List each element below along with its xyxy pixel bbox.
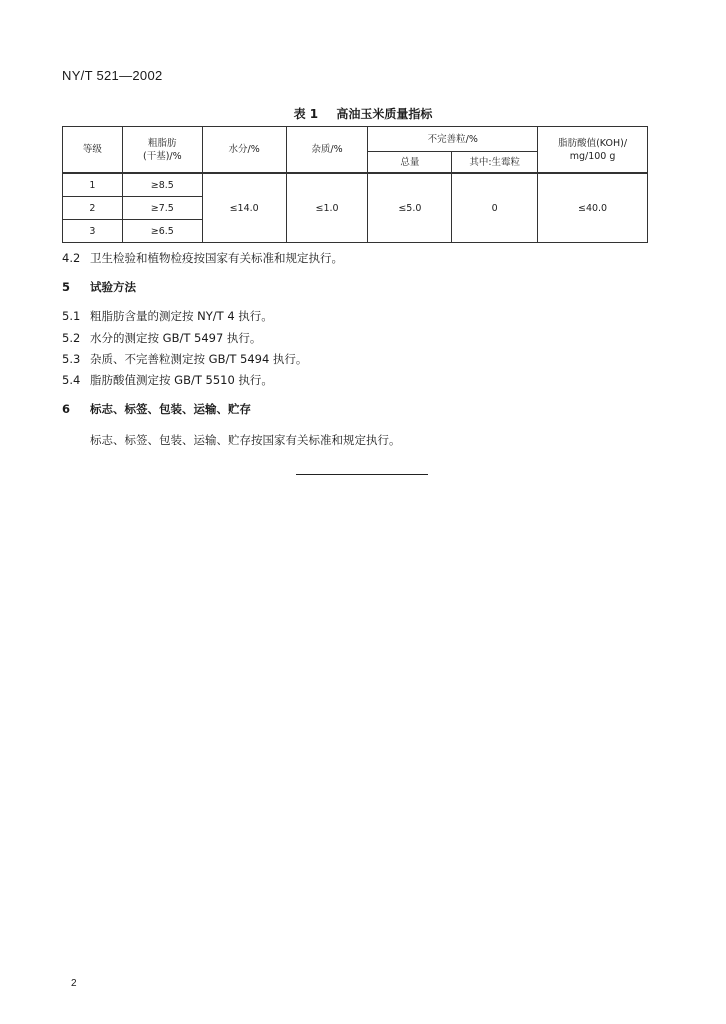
section-5-heading — [62, 279, 136, 295]
section-number: 6 — [62, 402, 71, 416]
clause-text: 粗脂肪含量的测定按 NY/T 4 执行。 — [90, 309, 273, 323]
clause-5-1 — [62, 308, 273, 324]
end-rule — [296, 474, 428, 475]
header-moisture: 水分/% — [202, 127, 286, 174]
header-impurity: 杂质/% — [286, 127, 368, 174]
cell-fat: ≥8.5 — [122, 173, 202, 197]
header-crude-fat — [122, 127, 202, 174]
clause-5-4 — [62, 372, 273, 388]
header-acid-line2: mg/100 g — [569, 150, 616, 162]
header-crude-fat-line2: (干基)/% — [142, 150, 182, 162]
clause-4-2 — [62, 250, 343, 266]
clause-text: 卫生检验和植物检疫按国家有关标准和规定执行。 — [90, 251, 343, 265]
cell-imperfect-total: ≤5.0 — [368, 173, 452, 243]
cell-imperfect-mold: 0 — [452, 173, 538, 243]
table-number: 表 1 — [293, 107, 319, 121]
header-imperfect-kernels: 不完善粒/% — [368, 127, 538, 152]
cell-grade: 2 — [63, 197, 123, 220]
quality-table — [62, 126, 648, 243]
section-number: 5 — [62, 280, 71, 294]
clause-5-3 — [62, 351, 307, 367]
clause-text: 水分的测定按 GB/T 5497 执行。 — [90, 331, 262, 345]
page-number: 2 — [71, 978, 77, 989]
header-acid-line1: 脂肪酸值(KOH)/ — [558, 137, 628, 149]
header-imperfect-total: 总量 — [368, 152, 452, 174]
clause-5-2 — [62, 330, 261, 346]
cell-fat: ≥7.5 — [122, 197, 202, 220]
header-crude-fat-line1: 粗脂肪 — [148, 137, 177, 149]
clause-number: 5.3 — [62, 352, 81, 366]
cell-impurity: ≤1.0 — [286, 173, 368, 243]
clause-text: 脂肪酸值测定按 GB/T 5510 执行。 — [90, 373, 273, 387]
section-title: 试验方法 — [90, 280, 136, 294]
section-6-heading — [62, 401, 251, 417]
header-imperfect-mold: 其中:生霉粒 — [452, 152, 538, 174]
header-grade: 等级 — [63, 127, 123, 174]
table-caption — [0, 105, 726, 122]
section-6-text: 标志、标签、包装、运输、贮存按国家有关标准和规定执行。 — [90, 433, 401, 447]
clause-text: 杂质、不完善粒测定按 GB/T 5494 执行。 — [90, 352, 308, 366]
standard-header: NY/T 521—2002 — [62, 68, 163, 83]
table-title: 高油玉米质量指标 — [336, 107, 433, 121]
cell-grade: 3 — [63, 220, 123, 243]
clause-number: 5.1 — [62, 309, 81, 323]
cell-fat: ≥6.5 — [122, 220, 202, 243]
clause-number: 5.4 — [62, 373, 81, 387]
table-row — [63, 173, 648, 197]
cell-grade: 1 — [63, 173, 123, 197]
cell-fatty-acid-value: ≤40.0 — [538, 173, 648, 243]
clause-number: 4.2 — [62, 251, 81, 265]
section-title: 标志、标签、包装、运输、贮存 — [90, 402, 251, 416]
header-fatty-acid-value — [538, 127, 648, 174]
clause-number: 5.2 — [62, 331, 81, 345]
cell-moisture: ≤14.0 — [202, 173, 286, 243]
